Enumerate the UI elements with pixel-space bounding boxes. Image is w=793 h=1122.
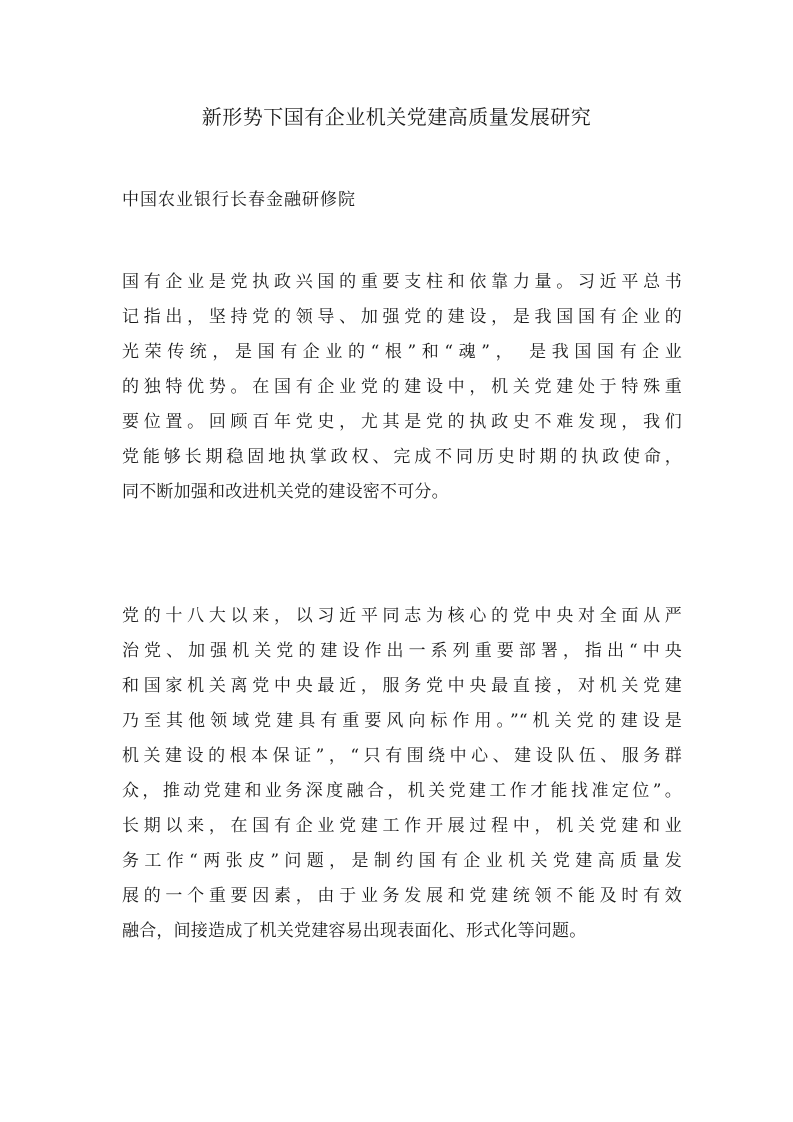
paragraph-line: 国有企业是党执政兴国的重要支柱和依靠力量。习近平总书 [122, 272, 682, 292]
paragraph-line: 乃至其他领域党建具有重要风向标作用。”“机关党的建设是 [122, 711, 682, 731]
paragraph-line: 和国家机关离党中央最近，服务党中央最直接，对机关党建 [122, 676, 682, 696]
author-affiliation: 中国农业银行长春金融研修院 [122, 190, 356, 210]
document-title: 新形势下国有企业机关党建高质量发展研究 [201, 105, 592, 129]
paragraph-line: 治党、加强机关党的建设作出一系列重要部署，指出“中央 [122, 641, 682, 661]
paragraph-line: 机关建设的根本保证”，“只有围绕中心、建设队伍、服务群 [122, 746, 682, 766]
paragraph-line: 同不断加强和改进机关党的建设密不可分。 [122, 482, 449, 502]
paragraph-line: 记指出，坚持党的领导、加强党的建设，是我国国有企业的 [122, 307, 682, 327]
paragraph-1 [122, 265, 682, 510]
paragraph-line: 众，推动党建和业务深度融合，机关党建工作才能找准定位”。 [122, 781, 682, 801]
paragraph-line: 的独特优势。在国有企业党的建设中，机关党建处于特殊重 [122, 377, 682, 397]
paragraph-line: 要位置。回顾百年党史，尤其是党的执政史不难发现，我们 [122, 412, 682, 432]
paragraph-line: 党的十八大以来，以习近平同志为核心的党中央对全面从严 [122, 606, 682, 626]
paragraph-2 [122, 599, 682, 949]
paragraph-line: 展的一个重要因素，由于业务发展和党建统领不能及时有效 [122, 886, 682, 906]
paragraph-line: 融合，间接造成了机关党建容易出现表面化、形式化等问题。 [122, 921, 587, 941]
paragraph-line: 长期以来，在国有企业党建工作开展过程中，机关党建和业 [122, 816, 682, 836]
paragraph-line: 务工作“两张皮”问题，是制约国有企业机关党建高质量发 [122, 851, 682, 871]
paragraph-line: 党能够长期稳固地执掌政权、完成不同历史时期的执政使命， [122, 447, 682, 467]
paragraph-line: 光荣传统，是国有企业的“根”和“魂”， 是我国国有企业 [122, 342, 682, 362]
